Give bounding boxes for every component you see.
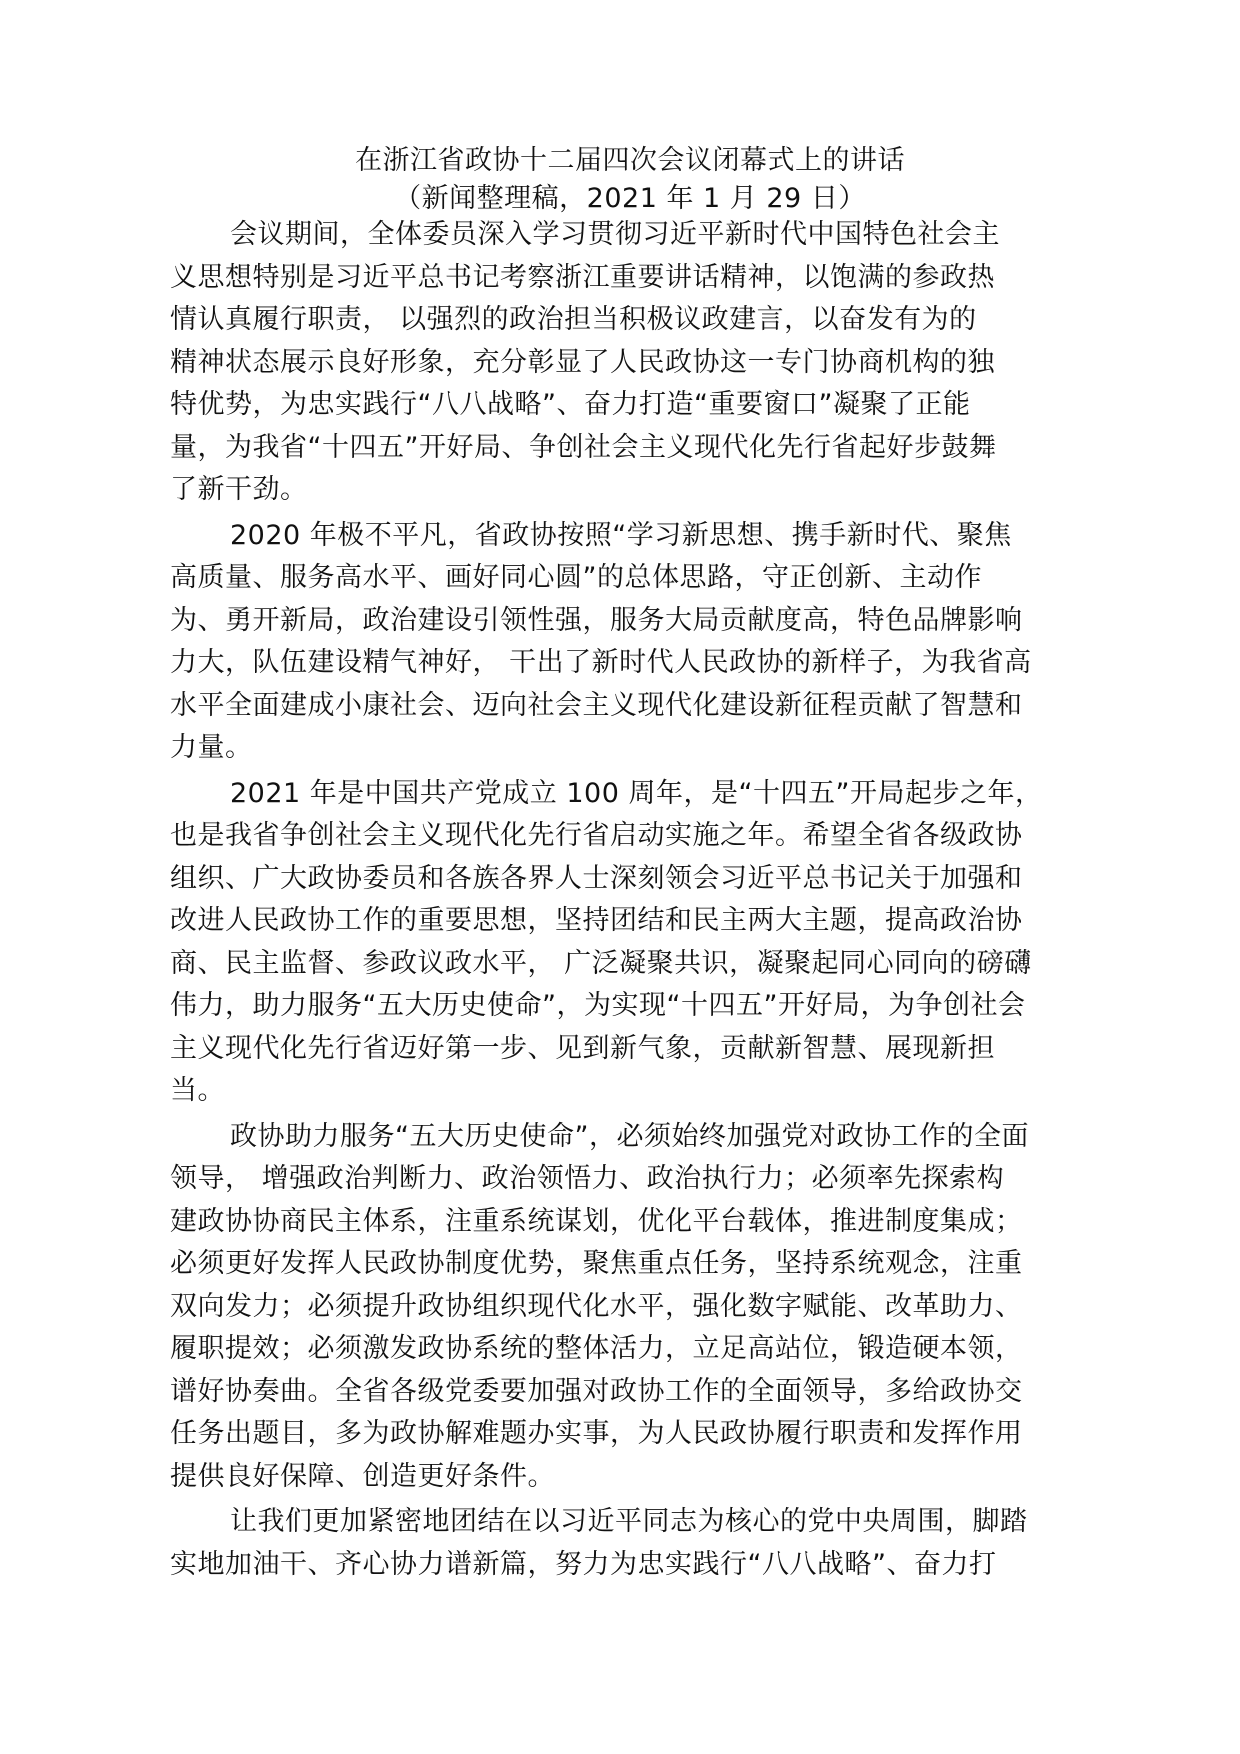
paragraph-line: 义思想特别是习近平总书记考察浙江重要讲话精神，以饱满的参政热 <box>170 261 995 293</box>
paragraph-line: 双向发力；必须提升政协组织现代化水平，强化数字赋能、改革助力、 <box>170 1290 1023 1322</box>
paragraph-line: 政协助力服务“五大历史使命”，必须始终加强党对政协工作的全面 <box>230 1120 1029 1152</box>
document-body <box>170 214 1090 1586</box>
paragraph-line: 改进人民政协工作的重要思想，坚持团结和民主两大主题，提高政治协 <box>170 905 1023 936</box>
paragraph-line: 高质量、服务高水平、画好同心圆”的总体思路，守正创新、主动作 <box>170 562 982 593</box>
paragraph-line: 履职提效；必须激发政协系统的整体活力，立足高站位，锻造硬本领， <box>170 1333 1023 1364</box>
paragraph-line: 伟力，助力服务“五大历史使命”，为实现“十四五”开好局，为争创社会 <box>170 990 1026 1021</box>
paragraph-line: 特优势，为忠实践行“八八战略”、奋力打造“重要窗口”凝聚了正能 <box>170 389 971 420</box>
paragraph-line: 水平全面建成小康社会、迈向社会主义现代化建设新征程贡献了智慧和 <box>170 689 1023 721</box>
paragraph-line: 实地加油干、齐心协力谱新篇，努力为忠实践行“八八战略”、奋力打 <box>170 1548 997 1580</box>
paragraph <box>170 1116 1090 1499</box>
paragraph-line: 商、民主监督、参政议政水平， 广泛凝聚共识，凝聚起同心同向的磅礴 <box>170 947 1032 979</box>
title-block <box>170 142 1090 218</box>
paragraph-line: 情认真履行职责， 以强烈的政治担当积极议政建言，以奋发有为的 <box>170 304 977 335</box>
document-subtitle: （新闻整理稿，2021 年 1 月 29 日） <box>394 183 866 214</box>
document-title: 在浙江省政协十二届四次会议闭幕式上的讲话 <box>355 145 905 176</box>
paragraph <box>170 515 1090 770</box>
paragraph-line: 量，为我省“十四五”开好局、争创社会主义现代化先行省起好步鼓舞 <box>170 431 997 463</box>
paragraph-line: 2020 年极不平凡，省政协按照“学习新思想、携手新时代、聚焦 <box>230 519 1012 551</box>
paragraph-line: 任务出题目，多为政协解难题办实事，为人民政协履行职责和发挥作用 <box>170 1418 1023 1449</box>
paragraph-line: 谱好协奏曲。全省各级党委要加强对政协工作的全面领导，多给政协交 <box>170 1375 1023 1407</box>
paragraph-line: 为、勇开新局，政治建设引领性强，服务大局贡献度高，特色品牌影响 <box>170 604 1023 636</box>
paragraph-line: 精神状态展示良好形象，充分彰显了人民政协这一专门协商机构的独 <box>170 346 995 378</box>
paragraph-line: 组织、广大政协委员和各族各界人士深刻领会习近平总书记关于加强和 <box>170 862 1023 894</box>
paragraph-line: 主义现代化先行省迈好第一步、见到新气象，贡献新智慧、展现新担 <box>170 1032 995 1064</box>
paragraph-line: 领导， 增强政治判断力、政治领悟力、政治执行力；必须率先探索构 <box>170 1163 1005 1194</box>
paragraph-line: 会议期间，全体委员深入学习贯彻习近平新时代中国特色社会主 <box>230 219 1000 250</box>
paragraph-line: 让我们更加紧密地团结在以习近平同志为核心的党中央周围，脚踏 <box>230 1506 1028 1537</box>
paragraph-line: 也是我省争创社会主义现代化先行省启动实施之年。希望全省各级政协 <box>170 820 1023 851</box>
paragraph <box>170 1501 1090 1586</box>
paragraph-line: 了新干劲。 <box>170 474 308 505</box>
paragraph-line: 力量。 <box>170 732 253 763</box>
paragraph-line: 必须更好发挥人民政协制度优势，聚焦重点任务，坚持系统观念，注重 <box>170 1248 1023 1279</box>
paragraph-line: 提供良好保障、创造更好条件。 <box>170 1460 555 1492</box>
paragraph-line: 力大，队伍建设精气神好， 干出了新时代人民政协的新样子，为我省高 <box>170 647 1032 678</box>
paragraph <box>170 773 1090 1113</box>
paragraph-line: 建政协协商民主体系，注重系统谋划，优化平台载体，推进制度集成； <box>170 1205 1023 1237</box>
paragraph <box>170 214 1090 512</box>
paragraph-line: 2021 年是中国共产党成立 100 周年，是“十四五”开局起步之年， <box>230 777 1043 809</box>
paragraph-line: 当。 <box>170 1075 225 1106</box>
